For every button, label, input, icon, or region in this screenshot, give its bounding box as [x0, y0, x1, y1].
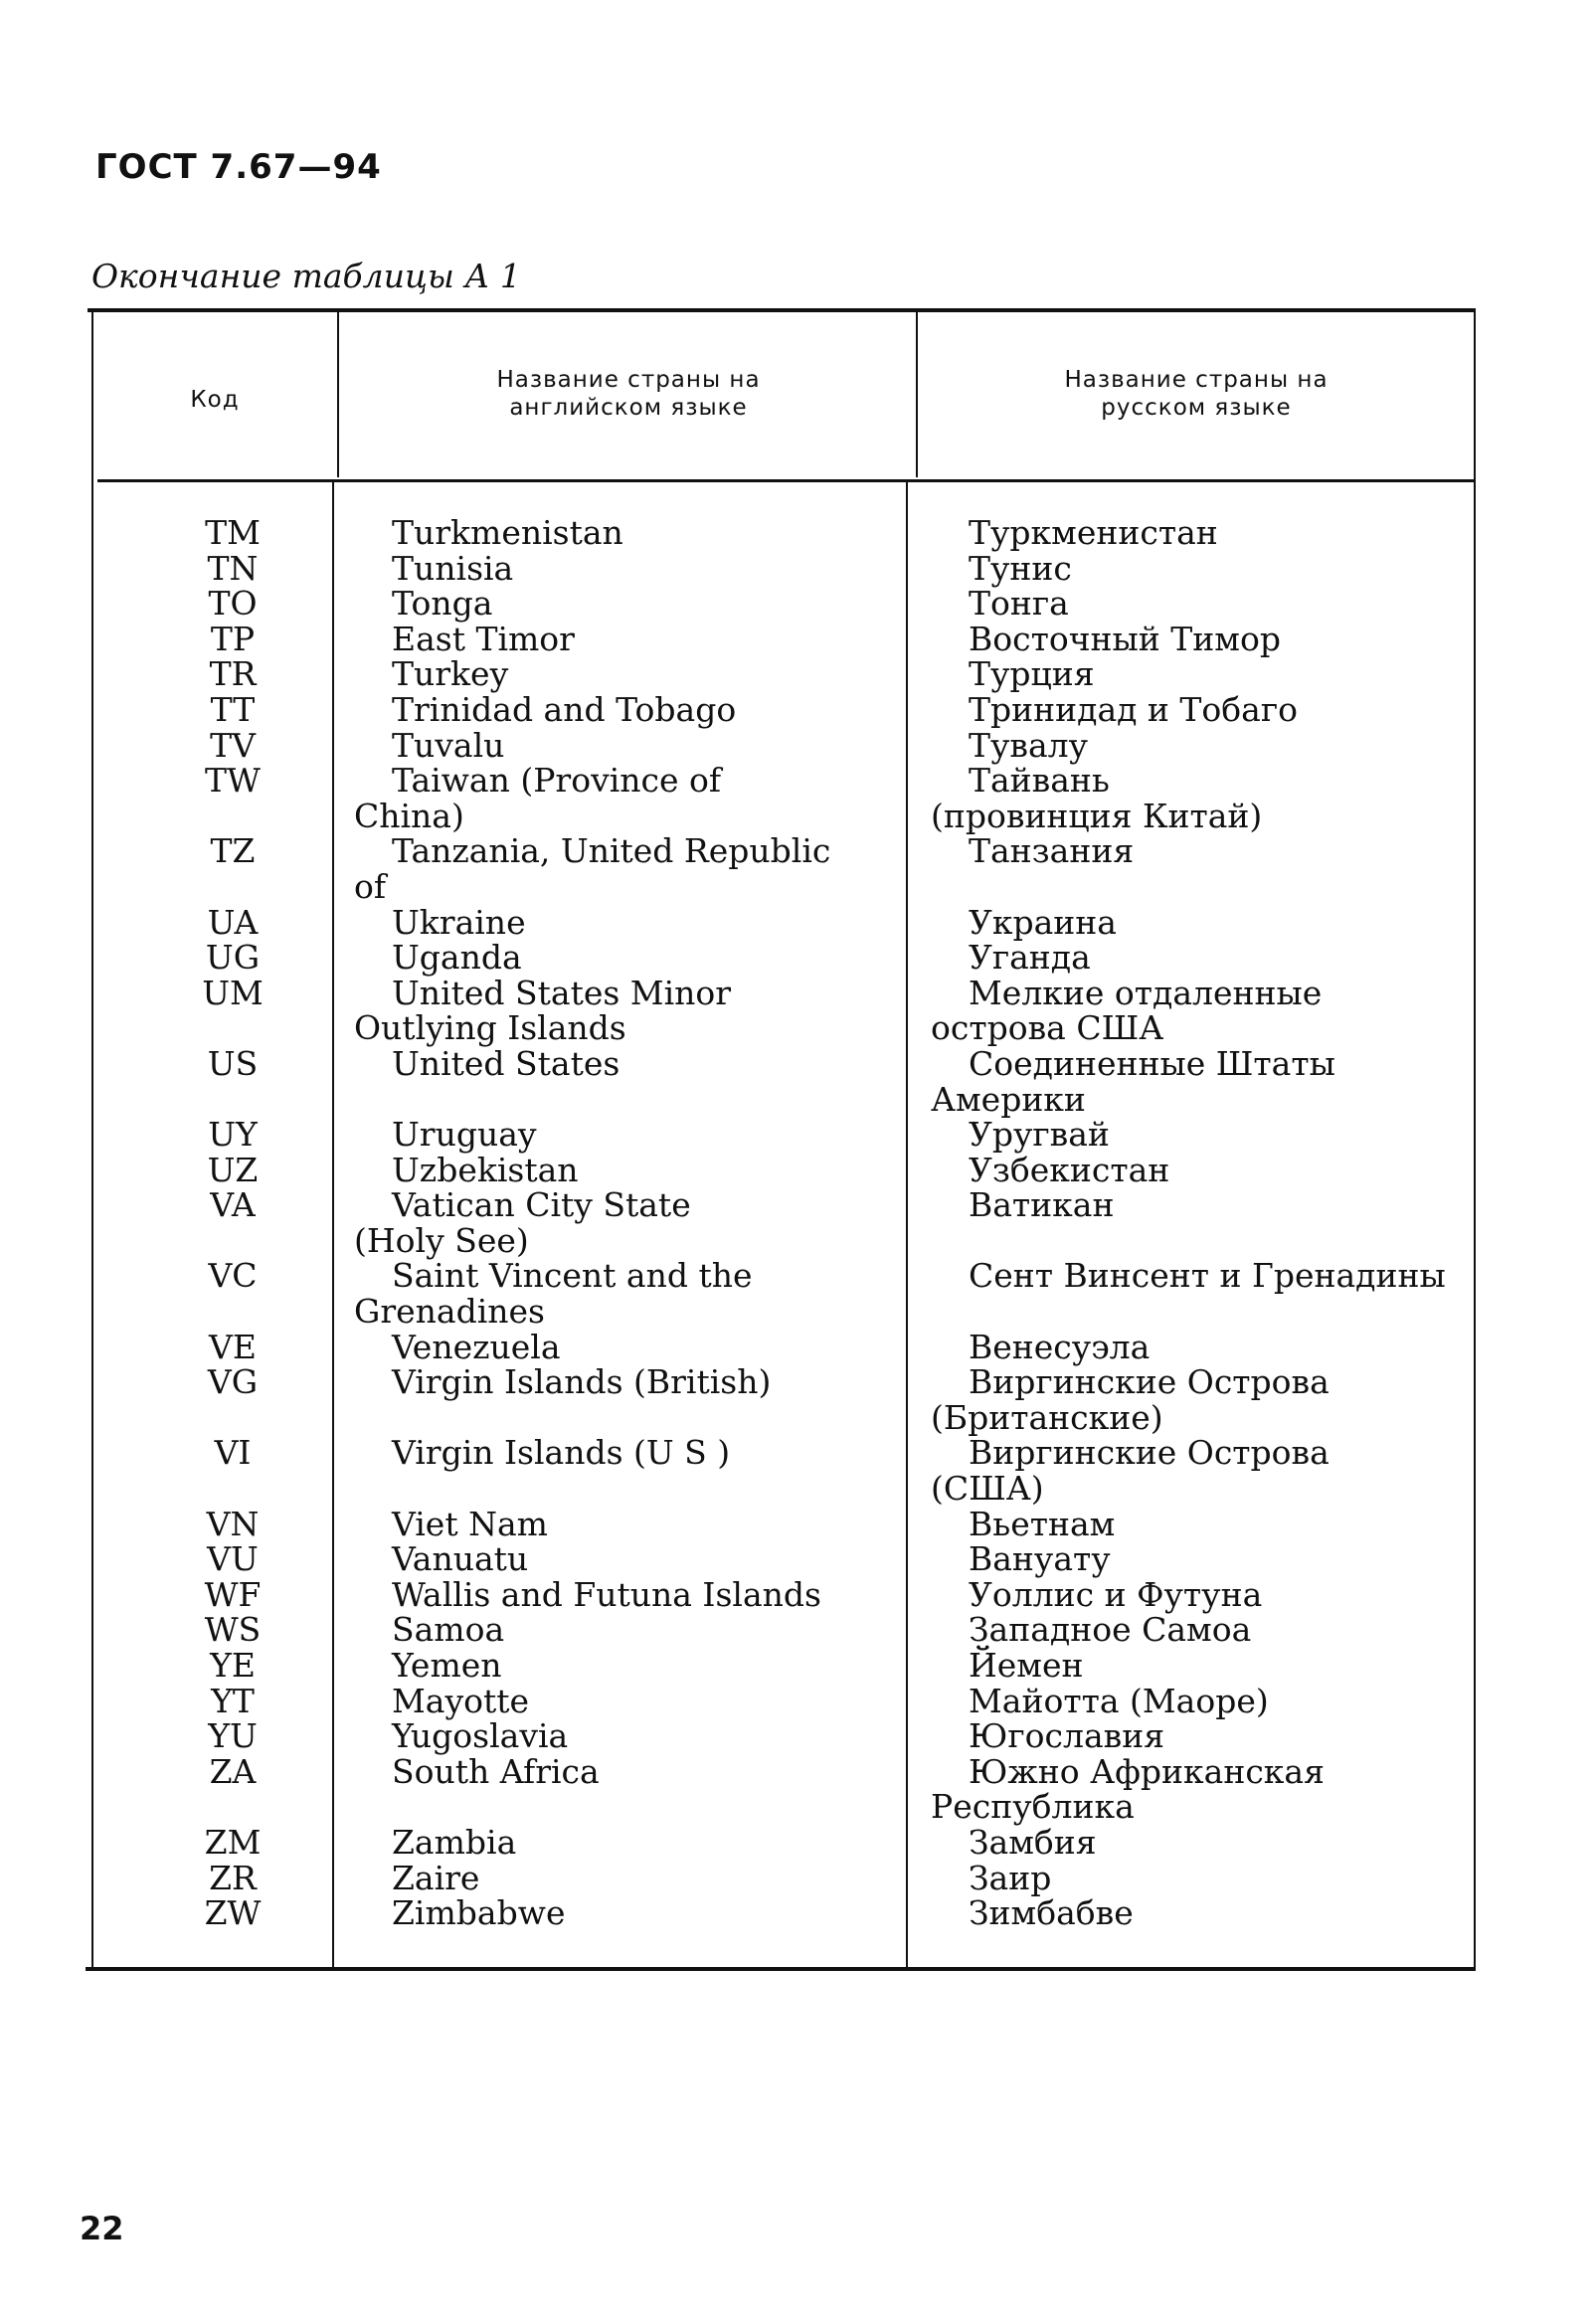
country-name-russian [931, 1612, 1488, 1648]
country-name-english-line: South Africa [392, 1751, 600, 1791]
country-name-english-line: Tuvalu [392, 725, 505, 765]
country-name-english [354, 763, 911, 833]
table-row [86, 1681, 1478, 1720]
country-name-english-line: Yemen [392, 1646, 502, 1685]
country-name-russian [931, 1187, 1488, 1223]
table-row [86, 1150, 1478, 1189]
country-name-english-line: United States [392, 1043, 621, 1083]
country-code: US [207, 1043, 259, 1083]
country-name-english [354, 619, 911, 658]
country-name-russian-line: Украина [969, 902, 1117, 942]
country-code: YE [210, 1646, 256, 1685]
country-name-english [354, 973, 911, 1048]
table-row [86, 902, 1478, 942]
table-row [86, 833, 1478, 904]
country-code: VC [208, 1256, 258, 1296]
country-name-russian [931, 902, 1488, 942]
column-header-russian-line: Название страны на [1064, 367, 1329, 393]
table-row [86, 619, 1478, 658]
country-name-russian-line: Уругвай [969, 1115, 1110, 1155]
table-row [86, 1117, 1478, 1153]
country-name-russian [931, 656, 1488, 692]
country-name-english [354, 1681, 911, 1720]
country-name-russian-line: (США) [931, 1469, 1044, 1509]
country-name-russian [931, 725, 1488, 765]
country-name-russian-line: Венесуэла [969, 1327, 1151, 1366]
country-code: ZW [204, 1893, 262, 1933]
country-name-russian-line: Уоллис и Футуна [969, 1574, 1263, 1614]
column-header-english-line: Название страны на [496, 367, 761, 393]
country-code: TN [207, 548, 259, 588]
country-code: WS [204, 1610, 262, 1650]
country-name-english [354, 1574, 911, 1614]
country-name-russian [931, 973, 1488, 1048]
country-code: TO [208, 584, 258, 624]
country-name-russian [931, 1504, 1488, 1543]
country-name-english-line: Zambia [392, 1822, 517, 1862]
country-name-english-line: Samoa [392, 1610, 505, 1650]
country-name-english-line: Virgin Islands (U S ) [392, 1433, 731, 1473]
country-name-russian-line: Туркменистан [969, 513, 1218, 552]
country-name-english [354, 833, 911, 904]
country-code: VN [206, 1504, 260, 1543]
country-name-english-line: Tunisia [392, 548, 514, 588]
country-name-english [354, 902, 911, 942]
country-name-english-line: Tonga [392, 584, 493, 624]
country-name-russian-line: острова США [931, 1008, 1164, 1048]
country-name-english-line: Turkmenistan [392, 513, 623, 552]
country-name-english [354, 1043, 911, 1083]
country-name-english-line: Uganda [392, 938, 522, 978]
table-row [86, 689, 1478, 729]
country-name-english [354, 1187, 911, 1258]
country-code: TW [205, 761, 261, 801]
country-name-russian [931, 1858, 1488, 1897]
table-caption: Окончание таблицы А 1 [91, 257, 521, 295]
country-name-english [354, 1364, 911, 1400]
country-name-english [354, 1858, 911, 1897]
country-name-english-line: United States Minor [392, 973, 732, 1012]
country-name-english [354, 1612, 911, 1648]
table-row [86, 1822, 1478, 1862]
country-name-russian-line: Сент Винсент и Гренадины [969, 1256, 1446, 1296]
country-name-russian [931, 689, 1488, 729]
country-code: VA [210, 1185, 256, 1225]
country-name-russian [931, 1648, 1488, 1684]
country-name-english-line: Outlying Islands [354, 1008, 626, 1048]
country-name-english [354, 1504, 911, 1543]
country-name-english [354, 1435, 911, 1471]
country-name-english-line: Grenadines [354, 1292, 545, 1332]
country-name-english-line: of [354, 866, 387, 906]
country-code: ZA [209, 1751, 257, 1791]
table-header-rule [97, 479, 1476, 482]
table-row [86, 586, 1478, 622]
country-name-russian-line: Майотта (Маоре) [969, 1681, 1269, 1720]
country-name-russian-line: Тувалу [969, 725, 1089, 765]
country-name-russian-line: Вьетнам [969, 1504, 1116, 1543]
country-name-english [354, 1751, 911, 1791]
country-name-english [354, 725, 911, 765]
country-name-russian-line: Тайвань [969, 761, 1110, 801]
country-name-russian-line: Республика [931, 1787, 1135, 1827]
country-code: VG [207, 1362, 259, 1402]
table-row [86, 548, 1478, 588]
country-name-russian-line: Тринидад и Тобаго [969, 689, 1298, 729]
country-code: VI [214, 1433, 252, 1473]
country-name-russian [931, 1681, 1488, 1720]
country-name-russian [931, 1433, 1488, 1509]
country-name-russian [931, 1258, 1488, 1294]
column-header-english-line: английском языке [509, 395, 748, 421]
country-code: UM [202, 973, 264, 1012]
country-name-russian [931, 1541, 1488, 1577]
country-name-english-line: Tanzania, United Republic [392, 831, 831, 871]
country-name-russian-line: Зимбабве [969, 1893, 1134, 1933]
country-name-english-line: Uzbekistan [392, 1150, 579, 1189]
country-name-english [354, 1256, 911, 1332]
column-header-code: Код [190, 387, 240, 413]
country-name-russian-line: Виргинские Острова [969, 1433, 1330, 1473]
country-name-english-line: Taiwan (Province of [392, 761, 722, 801]
country-code: TP [210, 619, 256, 658]
country-name-russian-line: Ватикан [969, 1185, 1115, 1225]
country-code: TV [210, 725, 256, 765]
country-code: WF [204, 1574, 262, 1614]
country-name-english [354, 940, 911, 976]
table-top-rule [88, 308, 1476, 312]
table-row [86, 940, 1478, 976]
country-name-russian-line: Мелкие отдаленные [969, 973, 1323, 1012]
country-name-english-line: Zimbabwe [392, 1893, 566, 1933]
table-row [86, 1858, 1478, 1897]
country-code: TZ [210, 831, 256, 871]
country-name-english [354, 656, 911, 692]
country-name-russian-line: Турция [969, 654, 1095, 694]
table-body [86, 515, 1478, 1931]
country-code: YT [211, 1681, 255, 1720]
country-name-russian [931, 763, 1488, 833]
table-row [86, 763, 1478, 833]
table-row [86, 1612, 1478, 1648]
country-name-russian-line: Тунис [969, 548, 1072, 588]
country-name-russian [931, 548, 1488, 588]
table-row [86, 973, 1478, 1048]
column-header-english [342, 366, 915, 422]
country-name-russian [931, 1327, 1488, 1366]
table-row [86, 725, 1478, 765]
table-row [86, 515, 1478, 551]
column-divider [337, 308, 339, 477]
country-name-english-line: Vatican City State [392, 1185, 691, 1225]
country-name-english-line: Zaire [392, 1858, 480, 1897]
table-row [86, 1043, 1478, 1119]
country-code: UG [205, 938, 261, 978]
country-name-english-line: (Holy See) [354, 1220, 529, 1260]
table-row [86, 1648, 1478, 1684]
country-name-english-line: Turkey [392, 654, 509, 694]
country-code: UZ [207, 1150, 259, 1189]
country-name-english [354, 1648, 911, 1684]
country-name-russian [931, 515, 1488, 551]
country-name-russian-line: (Британские) [931, 1397, 1163, 1437]
column-divider [916, 308, 918, 477]
country-name-english-line: Venezuela [392, 1327, 561, 1366]
country-name-english-line: East Timor [392, 619, 575, 658]
country-name-english [354, 515, 911, 551]
country-name-english [354, 1150, 911, 1189]
table-row [86, 1895, 1478, 1931]
country-name-russian-line: Узбекистан [969, 1150, 1170, 1189]
country-name-russian [931, 1751, 1488, 1827]
country-name-russian-line: Вануату [969, 1539, 1111, 1579]
country-name-english-line: Virgin Islands (British) [392, 1362, 772, 1402]
country-name-russian [931, 1718, 1488, 1754]
table-row [86, 1327, 1478, 1366]
table-row [86, 1364, 1478, 1435]
country-name-russian [931, 619, 1488, 658]
country-name-english-line: Wallis and Futuna Islands [392, 1574, 821, 1614]
country-name-russian-line: Югославия [969, 1716, 1165, 1756]
country-code-table [86, 308, 1478, 1971]
country-name-english-line: China) [354, 796, 464, 835]
country-name-english [354, 1718, 911, 1754]
country-name-russian-line: Замбия [969, 1822, 1097, 1862]
country-name-russian [931, 1364, 1488, 1435]
country-code: ZM [204, 1822, 262, 1862]
country-name-russian [931, 586, 1488, 622]
country-name-russian-line: Тонга [969, 584, 1069, 624]
country-name-english [354, 548, 911, 588]
table-row [86, 1256, 1478, 1332]
column-header-russian-line: русском языке [1101, 395, 1292, 421]
page-number: 22 [80, 2210, 124, 2247]
document-standard-header: ГОСТ 7.67—94 [95, 147, 382, 187]
country-code: TT [210, 689, 256, 729]
table-row [86, 1504, 1478, 1543]
country-name-russian-line: Уганда [969, 938, 1091, 978]
country-name-russian-line: Заир [969, 1858, 1052, 1897]
table-row [86, 1541, 1478, 1577]
country-code: VU [207, 1539, 259, 1579]
country-name-russian [931, 1150, 1488, 1189]
country-name-russian-line: Соединенные Штаты [969, 1043, 1335, 1083]
country-name-english-line: Uruguay [392, 1115, 537, 1155]
table-row [86, 1718, 1478, 1754]
country-name-english [354, 689, 911, 729]
table-bottom-rule [86, 1967, 1474, 1971]
country-name-russian [931, 1895, 1488, 1931]
country-name-russian-line: Восточный Тимор [969, 619, 1281, 658]
country-name-english-line: Yugoslavia [392, 1716, 569, 1756]
table-row [86, 656, 1478, 692]
country-name-english [354, 586, 911, 622]
country-name-english-line: Viet Nam [392, 1504, 548, 1543]
country-code: UA [207, 902, 259, 942]
country-code: ZR [209, 1858, 257, 1897]
country-name-russian [931, 1117, 1488, 1153]
country-name-russian-line: Виргинские Острова [969, 1362, 1330, 1402]
country-name-english-line: Vanuatu [392, 1539, 529, 1579]
country-name-russian [931, 1822, 1488, 1862]
country-code: TR [209, 654, 257, 694]
column-header-russian [921, 366, 1472, 422]
country-name-russian [931, 940, 1488, 976]
country-name-russian-line: (провинция Китай) [931, 796, 1263, 835]
country-name-english-line: Ukraine [392, 902, 526, 942]
country-name-russian [931, 1574, 1488, 1614]
country-code: VE [209, 1327, 257, 1366]
country-code: UY [208, 1115, 258, 1155]
country-name-russian-line: Южно Африканская [969, 1751, 1325, 1791]
table-row [86, 1751, 1478, 1827]
country-name-english [354, 1117, 911, 1153]
country-code: TM [205, 513, 261, 552]
country-name-english [354, 1822, 911, 1862]
country-name-russian [931, 1043, 1488, 1119]
country-name-russian-line: Йемен [969, 1646, 1084, 1685]
table-row [86, 1574, 1478, 1614]
country-name-english-line: Mayotte [392, 1681, 530, 1720]
country-name-english-line: Trinidad and Tobago [392, 689, 737, 729]
country-name-russian-line: Западное Самоа [969, 1610, 1252, 1650]
country-name-english-line: Saint Vincent and the [392, 1256, 753, 1296]
country-name-russian [931, 833, 1488, 869]
country-name-english [354, 1327, 911, 1366]
country-name-russian-line: Америки [931, 1079, 1086, 1119]
country-code: YU [208, 1716, 258, 1756]
table-row [86, 1187, 1478, 1258]
country-name-russian-line: Танзания [969, 831, 1135, 871]
country-name-english [354, 1895, 911, 1931]
table-row [86, 1433, 1478, 1509]
country-name-english [354, 1541, 911, 1577]
